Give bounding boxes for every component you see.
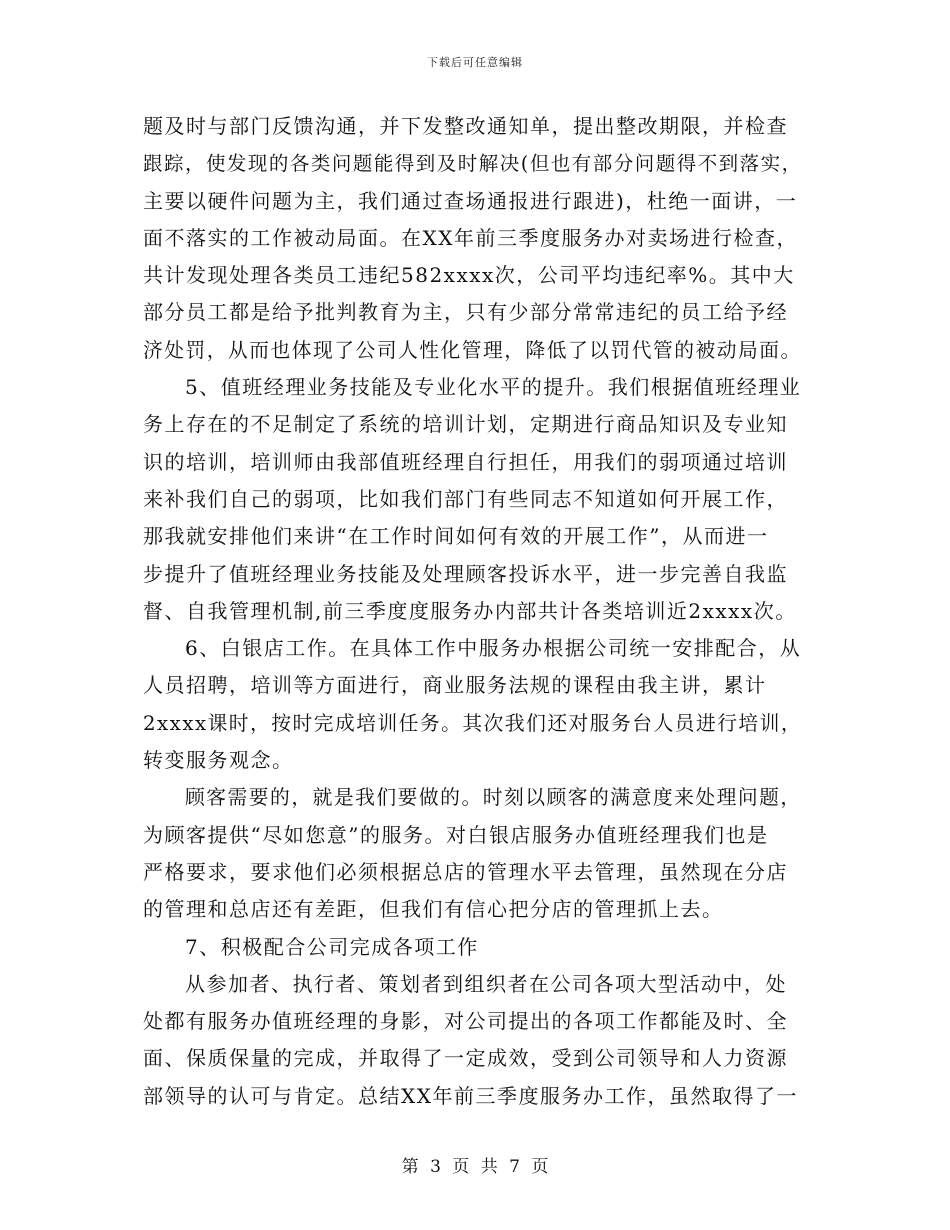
text-line: 督、自我管理机制,前三季度度服务办内部共计各类培训近2xxxx次。 xyxy=(143,598,797,623)
text-line: 面、保质保量的完成，并取得了一定成效，受到公司领导和人力资源 xyxy=(143,1046,788,1071)
text-line: 转变服务观念。 xyxy=(143,748,294,773)
text-line: 7、积极配合公司完成各项工作 xyxy=(185,934,479,959)
text-line: 人员招聘，培训等方面进行，商业服务法规的课程由我主讲，累计 xyxy=(143,673,767,698)
text-line: 5、值班经理业务技能及专业化水平的提升。我们根据值班经理业 xyxy=(185,375,802,400)
text-line: 跟踪，使发现的各类问题能得到及时解决(但也有部分问题得不到落实， xyxy=(143,152,803,176)
text-line: 2xxxx课时，按时完成培训任务。其次我们还对服务台人员进行培训， xyxy=(143,711,803,735)
text-line: 6、白银店工作。在具体工作中服务办根据公司统一安排配合，从 xyxy=(185,636,802,661)
text-line: 步提升了值班经理业务技能及处理顾客投诉水平，进一步完善自我监 xyxy=(143,561,788,586)
text-line: 顾客需要的，就是我们要做的。时刻以顾客的满意度来处理问题， xyxy=(185,786,802,810)
page-footer: 第 3 页 共 7 页 xyxy=(401,1157,549,1177)
text-line: 处都有服务办值班经理的身影，对公司提出的各项工作都能及时、全 xyxy=(143,1009,788,1034)
text-line: 面不落实的工作被动局面。在XX年前三季度服务办对卖场进行检查， xyxy=(143,225,798,250)
text-line: 的管理和总店还有差距，但我们有信心把分店的管理抓上去。 xyxy=(143,897,724,922)
text-line: 那我就安排他们来讲“在工作时间如何有效的开展工作”，从而进一 xyxy=(143,524,769,549)
text-line: 识的培训，培训师由我部值班经理自行担任，用我们的弱项通过培训 xyxy=(143,449,788,474)
text-line: 务上存在的不足制定了系统的培训计划，定期进行商品知识及专业知 xyxy=(143,412,788,437)
text-line: 部领导的认可与肯定。总结XX年前三季度服务办工作，虽然取得了一 xyxy=(143,1083,798,1108)
text-line: 从参加者、执行者、策划者到组织者在公司各项大型活动中，处 xyxy=(185,971,787,996)
text-line: 主要以硬件问题为主，我们通过查场通报进行跟进)，杜绝一面讲，一 xyxy=(143,188,798,213)
text-line: 济处罚，从而也体现了公司人性化管理，降低了以罚代管的被动局面。 xyxy=(143,338,802,362)
text-line: 严格要求，要求他们必须根据总店的管理水平去管理，虽然现在分店 xyxy=(143,859,788,884)
text-line: 题及时与部门反馈沟通，并下发整改通知单，提出整改期限，并检查 xyxy=(143,114,788,138)
text-line: 为顾客提供“尽如您意”的服务。对白银店服务办值班经理我们也是 xyxy=(143,822,769,847)
text-line: 部分员工都是给予批判教育为主，只有少部分常常违纪的员工给予经 xyxy=(143,300,788,325)
text-line: 来补我们自己的弱项，比如我们部门有些同志不知道如何开展工作， xyxy=(143,486,788,511)
page-header: 下载后可任意编辑 xyxy=(427,56,523,69)
text-line: 共计发现处理各类员工违纪582xxxx次，公司平均违纪率%。其中大 xyxy=(143,263,795,288)
document-body xyxy=(143,108,805,1115)
